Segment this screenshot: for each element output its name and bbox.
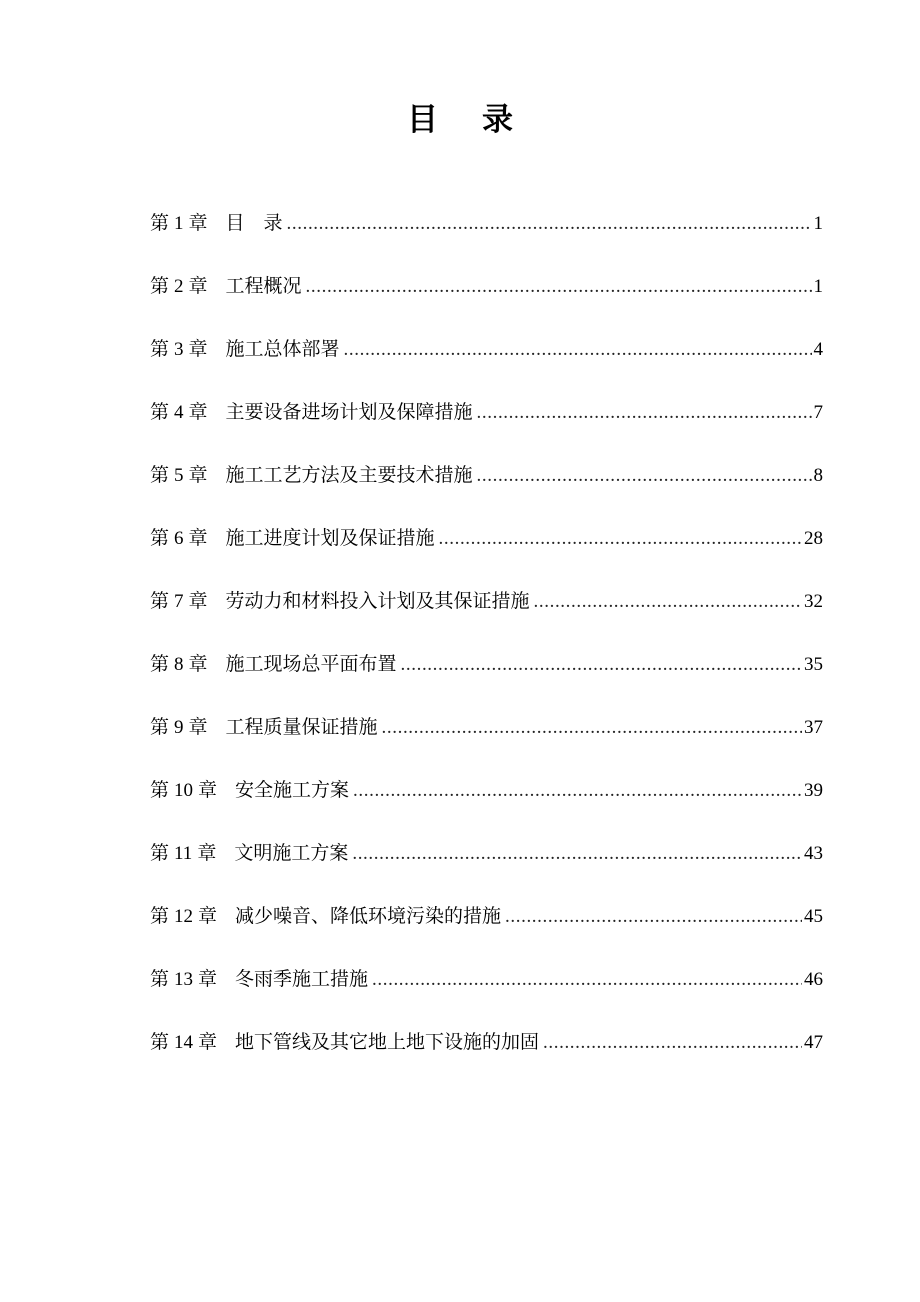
chapter-label: 第 13 章 [150, 968, 218, 990]
page-number: 32 [804, 591, 823, 612]
page-number: 37 [804, 717, 823, 738]
dot-leader [344, 332, 812, 368]
toc-entry-2[interactable] [150, 268, 823, 331]
chapter-title: 冬雨季施工措施 [235, 968, 369, 990]
page-number: 1 [813, 276, 823, 297]
toc-entry-12[interactable] [150, 898, 823, 961]
page-number: 45 [804, 906, 823, 927]
chapter-title: 施工进度计划及保证措施 [225, 527, 435, 549]
toc-entry-8[interactable] [150, 646, 823, 709]
chapter-label: 第 4 章 [150, 401, 208, 423]
page-number: 39 [804, 780, 823, 801]
chapter-title: 地下管线及其它地上地下设施的加固 [235, 1031, 540, 1053]
chapter-label: 第 2 章 [150, 275, 208, 297]
page-number: 46 [804, 969, 823, 990]
chapter-label: 第 3 章 [150, 338, 208, 360]
chapter-label: 第 12 章 [150, 905, 218, 927]
chapter-label: 第 14 章 [150, 1031, 218, 1053]
toc-entry-5[interactable] [150, 457, 823, 520]
chapter-label: 第 5 章 [150, 464, 208, 486]
table-of-contents [150, 205, 823, 1087]
chapter-label: 第 10 章 [150, 779, 218, 801]
page-number: 1 [813, 213, 823, 234]
chapter-title: 施工工艺方法及主要技术措施 [225, 464, 473, 486]
chapter-title: 施工总体部署 [225, 338, 340, 360]
chapter-label: 第 8 章 [150, 653, 208, 675]
title-char-2: 录 [482, 102, 513, 138]
chapter-label: 第 9 章 [150, 716, 208, 738]
dot-leader [477, 458, 812, 494]
page-number: 28 [804, 528, 823, 549]
toc-entry-7[interactable] [150, 583, 823, 646]
toc-entry-9[interactable] [150, 709, 823, 772]
page-number: 8 [813, 465, 823, 486]
page-number: 7 [813, 402, 823, 423]
chapter-label: 第 6 章 [150, 527, 208, 549]
dot-leader [534, 584, 802, 620]
page-number: 4 [813, 339, 823, 360]
toc-entry-10[interactable] [150, 772, 823, 835]
chapter-title: 目 录 [225, 212, 283, 234]
toc-entry-4[interactable] [150, 394, 823, 457]
dot-leader [401, 647, 802, 683]
toc-entry-14[interactable] [150, 1024, 823, 1087]
chapter-title: 安全施工方案 [235, 779, 350, 801]
toc-entry-1[interactable] [150, 205, 823, 268]
page-number: 47 [804, 1032, 823, 1053]
toc-entry-13[interactable] [150, 961, 823, 1024]
chapter-label: 第 1 章 [150, 212, 208, 234]
dot-leader [477, 395, 812, 431]
chapter-title: 减少噪音、降低环境污染的措施 [235, 905, 502, 927]
dot-leader [372, 962, 802, 998]
dot-leader [505, 899, 802, 935]
dot-leader [439, 521, 802, 557]
chapter-title: 主要设备进场计划及保障措施 [225, 401, 473, 423]
page-title [0, 100, 920, 140]
dot-leader [352, 836, 802, 872]
dot-leader [543, 1025, 802, 1061]
dot-leader [287, 206, 812, 242]
toc-entry-3[interactable] [150, 331, 823, 394]
chapter-label: 第 7 章 [150, 590, 208, 612]
page-number: 43 [804, 843, 823, 864]
toc-entry-11[interactable] [150, 835, 823, 898]
dot-leader [382, 710, 802, 746]
chapter-title: 工程质量保证措施 [225, 716, 378, 738]
page-number: 35 [804, 654, 823, 675]
title-char-1: 目 [407, 102, 438, 138]
chapter-title: 劳动力和材料投入计划及其保证措施 [225, 590, 530, 612]
dot-leader [353, 773, 802, 809]
chapter-title: 施工现场总平面布置 [225, 653, 397, 675]
chapter-title: 文明施工方案 [234, 842, 349, 864]
toc-entry-6[interactable] [150, 520, 823, 583]
chapter-title: 工程概况 [225, 275, 302, 297]
chapter-label: 第 11 章 [150, 842, 217, 864]
dot-leader [306, 269, 812, 305]
